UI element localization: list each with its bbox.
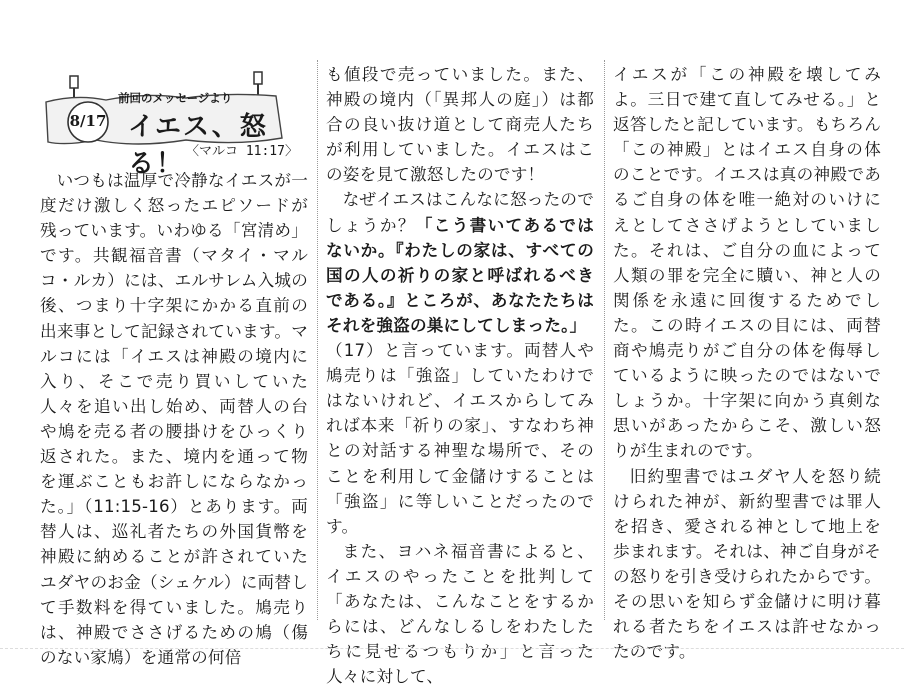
column-2 (326, 62, 594, 689)
paragraph: また、ヨハネ福音書によると、イエスのやったことを批判して「あなたは、こんなことをするからには、どんなしるしをわたしたちに見せるつもりか」と言った人々に対して、 (326, 541, 594, 687)
paragraph: も値段で売っていました。また、神殿の境内（「異邦人の庭」）は都合の良い抜け道として商売人たちが利用していました。イエスはこの姿を見て激怒したのです！ (326, 65, 594, 185)
scripture-reference: 〈マルコ 11:17〉 (186, 144, 298, 159)
page-edge (0, 648, 904, 649)
paragraph: イエスが「この神殿を壊してみよ。三日で建て直してみせる。」と返答したと記しています。もちろん「この神殿」とはイエス自身の体のことです。イエスは真の神殿であるご自身の体を唯一絶対のいけにえとしてささげようとしていました。それは、ご自分の血によって人類の罪を完全に贖い、神と人の関係を永遠に回復するためでした。この時イエスの目には、両替商や鳩売りがご自分の体を侮辱しているように映ったのではないでしょうか。十字架に向かう真剣な思いがあったからこそ、激しい怒りが生まれのです。 (613, 65, 881, 461)
question-text: なぜイエスはこんなに怒ったのでしょうか？ (326, 190, 594, 235)
message-date: 8/17 (69, 112, 107, 130)
column-divider (604, 60, 605, 620)
scripture-quote: 「こう書いてあるではないか。『わたしの家は、すべての国の人の祈りの家と呼ばれるべきである。』ところが、あなたたちはそれを強盗の巣にしてしまった。」 (326, 215, 594, 335)
paragraph: （17）と言っています。両替人や鳩売りは「強盗」していたわけではないけれど、イエスからしてみれば本来「祈りの家」、すなわち神との対話する神聖な場所で、そのことを利用して金儲けすることは「強盗」に等しいことだったのです。 (326, 341, 594, 536)
column-3 (613, 62, 881, 664)
message-header (36, 66, 304, 179)
paragraph: いつもは温厚で冷静なイエスが一度だけ激しく怒ったエピソードが残っています。いわゆる「宮清め」です。共観福音書（マタイ・マルコ・ルカ）には、エルサレム入城の後、つまり十字架にかかる直前の出来事として記録されています。マルコには「イエスは神殿の境内に入り、そこで売り買いしていた人々を追い出し始め、両替人の台や鳩を売る者の腰掛けをひっくり返された。また、境内を通って物を運ぶこともお許しにならなかった。」（11:15-16）とあります。両替人は、巡礼者たちの外国貨幣を神殿に納めることが許されていたユダヤのお金（シェケル）に両替して手数料を得ていました。鳩売りは、神殿でささげるための鳩（傷のない家鳩）を通常の何倍 (40, 171, 308, 667)
message-title: イエス、怒る！ (128, 112, 268, 179)
column-divider (317, 60, 318, 620)
paragraph: 旧約聖書ではユダヤ人を怒り続けられた神が、新約聖書では罪人を招き、愛される神として地上を歩まれます。それは、神ご自身がその怒りを引き受けられたからです。その思いを知らず金儲けに明け暮れる者たちをイエスは許せなかったのです。 (613, 466, 881, 662)
previous-message-label: 前回のメッセージより (118, 91, 233, 105)
paragraph (326, 187, 594, 338)
column-1 (40, 168, 308, 670)
